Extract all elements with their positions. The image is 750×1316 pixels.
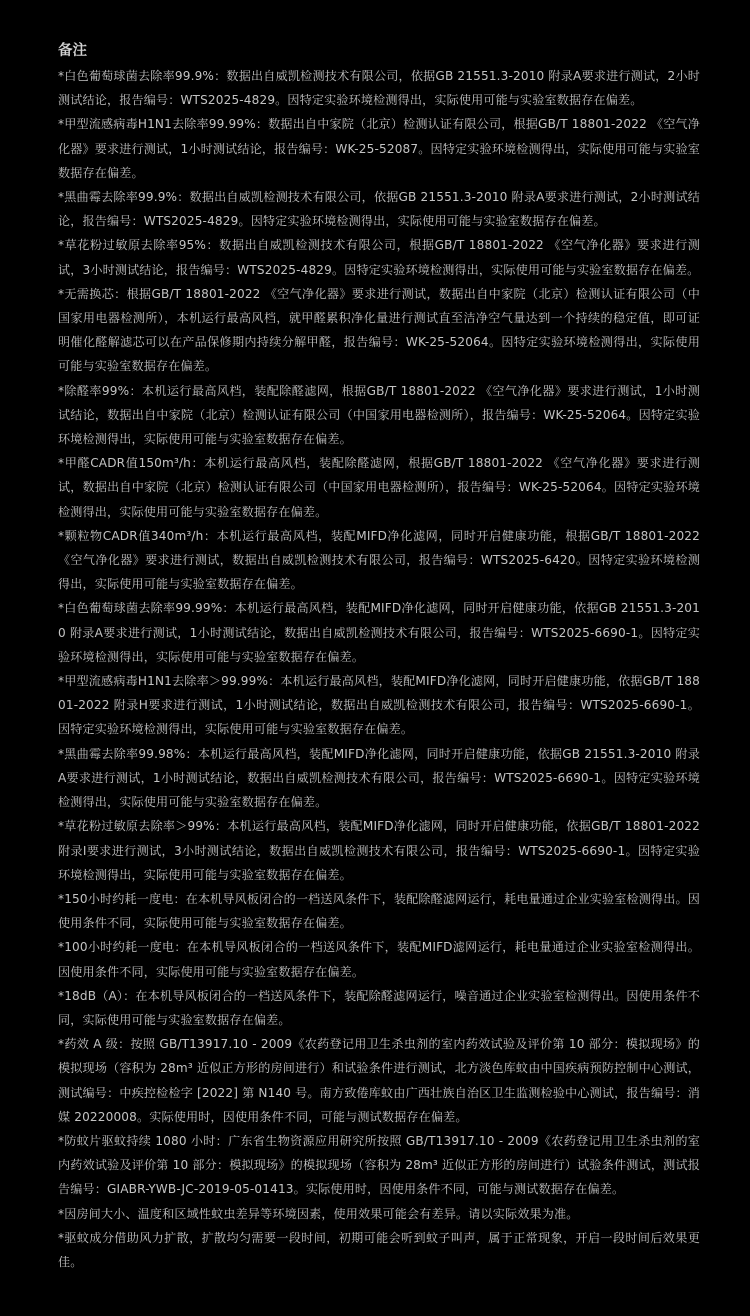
note-item-noise: *18dB（A）：在本机导风板闭合的一档送风条件下，装配除醛滤网运行，噪音通过企业实验室检测得出。因使用条件不同，实际使用可能与实验室数据存在偏差。 [58,988,700,1027]
note-item-diffusion: *驱蚊成分借助风力扩散，扩散均匀需要一段时间，初期可能会听到蚊子叫声，属于正常现象，开启一段时间后效果更佳。 [58,1230,700,1269]
note-item-environment-variance: *因房间大小、温度和区域性蚊虫差异等环境因素，使用效果可能会有差异。请以实际效果为准。 [58,1206,579,1221]
note-item-white-staphylococcus-mifd: *白色葡萄球菌去除率99.99%：本机运行最高风档，装配MIFD净化滤网，同时开启健康功能，依据GB 21551.3-2010 附录A要求进行测试，1小时测试结论，数据出自威凯检测技术有限公司，报告编号：WTS2025-6690-1。因特定实验环境检测得出，实际使用可能与实验室数据存在偏差。 [58,601,700,664]
note-item-formaldehyde-cadr: *甲醛CADR值150m³/h：本机运行最高风档，装配除醛滤网，根据GB/T 18801-2022 《空气净化器》要求进行测试，数据出自中家院（北京）检测认证有限公司（中国家用电器检测所），报告编号：WK-25-52064。因特定实验环境检测得出，实际使用可能与实验室数据存在偏差。 [58,456,700,519]
note-item-power-150h: *150小时约耗一度电：在本机导风板闭合的一档送风条件下，装配除醛滤网运行，耗电量通过企业实验室检测得出。因使用条件不同，实际使用可能与实验室数据存在偏差。 [58,891,700,931]
note-item-aspergillus-niger-mifd: *黑曲霉去除率99.98%：本机运行最高风档，装配MIFD净化滤网，同时开启健康功能，依据GB 21551.3-2010 附录A要求进行测试，1小时测试结论，数据出自威凯检测技术有限公司，报告编号：WTS2025-6690-1。因特定实验环境检测得出，实际使用可能与实验室数据存在偏差。 [58,746,700,810]
note-item-grass-pollen-mifd: *草花粉过敏原去除率＞99%：本机运行最高风档，装配MIFD净化滤网，同时开启健康功能，依据GB/T 18801-2022 附录I要求进行测试，3小时测试结论，数据出自威凯检测技术有限公司，报告编号：WTS2025-6690-1。因特定实验环境检测得出，实际使用可能与实验室数据存在偏差。 [58,819,700,882]
note-item-white-staphylococcus: *白色葡萄球菌去除率99.9%：数据出自威凯检测技术有限公司，依据GB 21551.3-2010 附录A要求进行测试，2小时测试结论，报告编号：WTS2025-4829。因特定实验环境检测得出，实际使用可能与实验室数据存在偏差。 [58,69,700,108]
note-item-mosquito-repellent-duration: *防蚊片驱蚊持续 1080 小时：广东省生物资源应用研究所按照 GB/T13917.10 - 2009《农药登记用卫生杀虫剂的室内药效试验及评价第 10 部分：模拟现场》的模拟现场（容积为 28m³ 近似正方形的房间进行）试验条件测试，测试报告编号：GIABR-YWB-JC-2019-05-01413。实际使用时，因使用条件不同，可能与测试数据存在偏差。 [58,1133,700,1197]
note-item-grass-pollen: *草花粉过敏原去除率95%：数据出自威凯检测技术有限公司，根据GB/T 18801-2022 《空气净化器》要求进行测试，3小时测试结论，报告编号：WTS2025-4829。因特定实验环境检测得出，实际使用可能与实验室数据存在偏差。 [58,238,700,277]
note-item-aspergillus-niger: *黑曲霉去除率99.9%：数据出自威凯检测技术有限公司，依据GB 21551.3-2010 附录A要求进行测试，2小时测试结论，报告编号：WTS2025-4829。因特定实验环境检测得出，实际使用可能与实验室数据存在偏差。 [58,190,700,229]
notes-heading: 备注 [58,43,87,59]
note-item-h1n1-mifd: *甲型流感病毒H1N1去除率＞99.99%：本机运行最高风档，装配MIFD净化滤网，同时开启健康功能，依据GB/T 18801-2022 附录H要求进行测试，1小时测试结论，数据出自威凯检测技术有限公司，报告编号：WTS2025-6690-1。因特定实验环境检测得出，实际使用可能与实验室数据存在偏差。 [58,674,700,737]
note-item-no-filter-change: *无需换芯：根据GB/T 18801-2022 《空气净化器》要求进行测试，数据出自中家院（北京）检测认证有限公司（中国家用电器检测所），本机运行最高风档，就甲醛累积净化量进行测试直至洁净空气量达到一个持续的稳定值，即可证明催化醛解滤芯可以在产品保修期内持续分解甲醛，报告编号：WK-25-52064。因特定实验环境检测得出，实际使用可能与实验室数据存在偏差。 [58,286,700,374]
note-item-h1n1: *甲型流感病毒H1N1去除率99.99%：数据出自中家院（北京）检测认证有限公司，根据GB/T 18801-2022 《空气净化器》要求进行测试，1小时测试结论，报告编号：WK-25-52087。因特定实验环境检测得出，实际使用可能与实验室数据存在偏差。 [58,117,700,180]
note-item-efficacy-grade-a: *药效 A 级：按照 GB/T13917.10 - 2009《农药登记用卫生杀虫剂的室内药效试验及评价第 10 部分：模拟现场》的模拟现场（容积为 28m³ 近似正方形的房间进行）和试验条件进行测试，北方淡色库蚊由中国疾病预防控制中心测试，测试编号：中疾控检检字 [2022] 第 N140 号。南方致倦库蚊由广西壮族自治区卫生监测检验中心测试，报告编号：消媒 20220008。实际使用时，因使用条件不同，可能与测试数据存在偏差。 [58,1037,700,1124]
note-item-power-100h: *100小时约耗一度电：在本机导风板闭合的一档送风条件下，装配MIFD滤网运行，耗电量通过企业实验室检测得出。因使用条件不同，实际使用可能与实验室数据存在偏差。 [58,940,700,979]
note-item-formaldehyde-removal: *除醛率99%：本机运行最高风档，装配除醛滤网，根据GB/T 18801-2022 《空气净化器》要求进行测试，1小时测试结论，数据出自中家院（北京）检测认证有限公司（中国家用电器检测所），报告编号：WK-25-52064。因特定实验环境检测得出，实际使用可能与实验室数据存在偏差。 [58,383,700,447]
note-item-particle-cadr: *颗粒物CADR值340m³/h：本机运行最高风档，装配MIFD净化滤网，同时开启健康功能，根据GB/T 18801-2022 《空气净化器》要求进行测试，数据出自威凯检测技术有限公司，报告编号：WTS2025-6420。因特定实验环境检测得出，实际使用可能与实验室数据存在偏差。 [58,528,700,592]
notes-list [58,64,700,1274]
